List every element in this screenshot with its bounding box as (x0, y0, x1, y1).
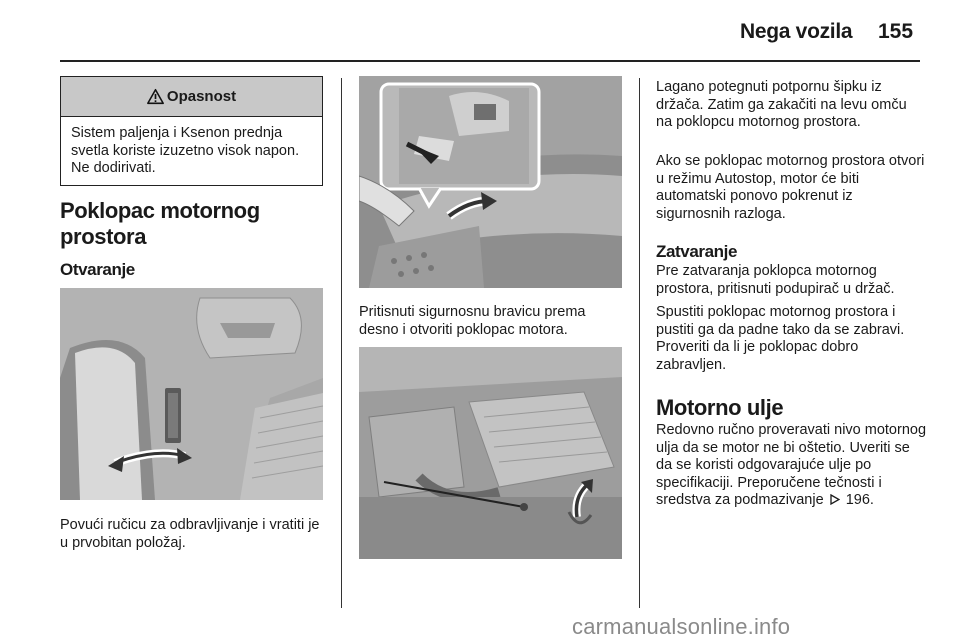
paragraph-support-strut: Lagano potegnuti potpornu šipku iz držača. Zatim ga zakačiti na levu omču na poklopcu motornog prostora. (656, 79, 907, 130)
paragraph-closing-2: Spustiti poklopac motornog prostora i pustiti ga da padne tako da se zabravi. Proveriti da li je poklopac dobro zabravljen. (656, 304, 905, 373)
section-title-hood (60, 198, 260, 250)
caption-release-lever: Povući ručicu za odbravljivanje i vratiti je u prvobitan položaj. (60, 517, 320, 551)
section-title-oil: Motorno ulje (656, 395, 784, 420)
reference-page-link[interactable]: 196. (845, 492, 874, 508)
figure-safety-catch (359, 76, 622, 288)
warning-triangle-icon (147, 88, 164, 105)
paragraph-engine-oil-text: Redovno ručno proveravati nivo motornog ulja da se motor ne bi oštetio. Uveriti se da se koristi odgovarajuće ulje po specifikaciji. Preporučene tečnosti i sredstva za podmazivanje (656, 422, 927, 508)
warning-title: Opasnost (166, 88, 237, 105)
figure-release-lever (60, 288, 323, 500)
subtitle-closing: Zatvaranje (656, 242, 738, 261)
caption-safety-catch: Pritisnuti sigurnosnu bravicu prema desno i otvoriti poklopac motora. (359, 304, 586, 338)
warning-header (61, 77, 322, 117)
column-divider-1 (341, 78, 342, 608)
header-divider (60, 60, 920, 62)
column-divider-2 (639, 78, 640, 608)
warning-box (60, 76, 323, 186)
paragraph-closing-1: Pre zatvaranja poklopca motornog prostora, pritisnuti podupirač u držač. (656, 263, 895, 297)
watermark: carmanualsonline.info (572, 614, 791, 639)
paragraph-autostop: Ako se poklopac motornog prostora otvori u režimu Autostop, motor će biti automatski ponovo pokrenut iz sigurnosnih razloga. (656, 153, 925, 222)
warning-text: Sistem paljenja i Ksenon prednja svetla koriste izuzetno visok napon. Ne dodirivati. (71, 125, 300, 176)
engine-compartment-illustration (359, 347, 622, 559)
chapter-title: Nega vozila (740, 20, 853, 43)
page-reference-icon (830, 494, 840, 505)
section-title-hood-line1: Poklopac motornog (60, 198, 260, 223)
subtitle-opening: Otvaranje (60, 260, 135, 279)
release-lever-illustration (60, 288, 323, 500)
safety-catch-illustration (359, 76, 622, 288)
paragraph-engine-oil (656, 422, 926, 510)
figure-engine-compartment (359, 347, 622, 559)
section-title-hood-line2: prostora (60, 224, 147, 249)
page-number: 155 (878, 20, 914, 43)
